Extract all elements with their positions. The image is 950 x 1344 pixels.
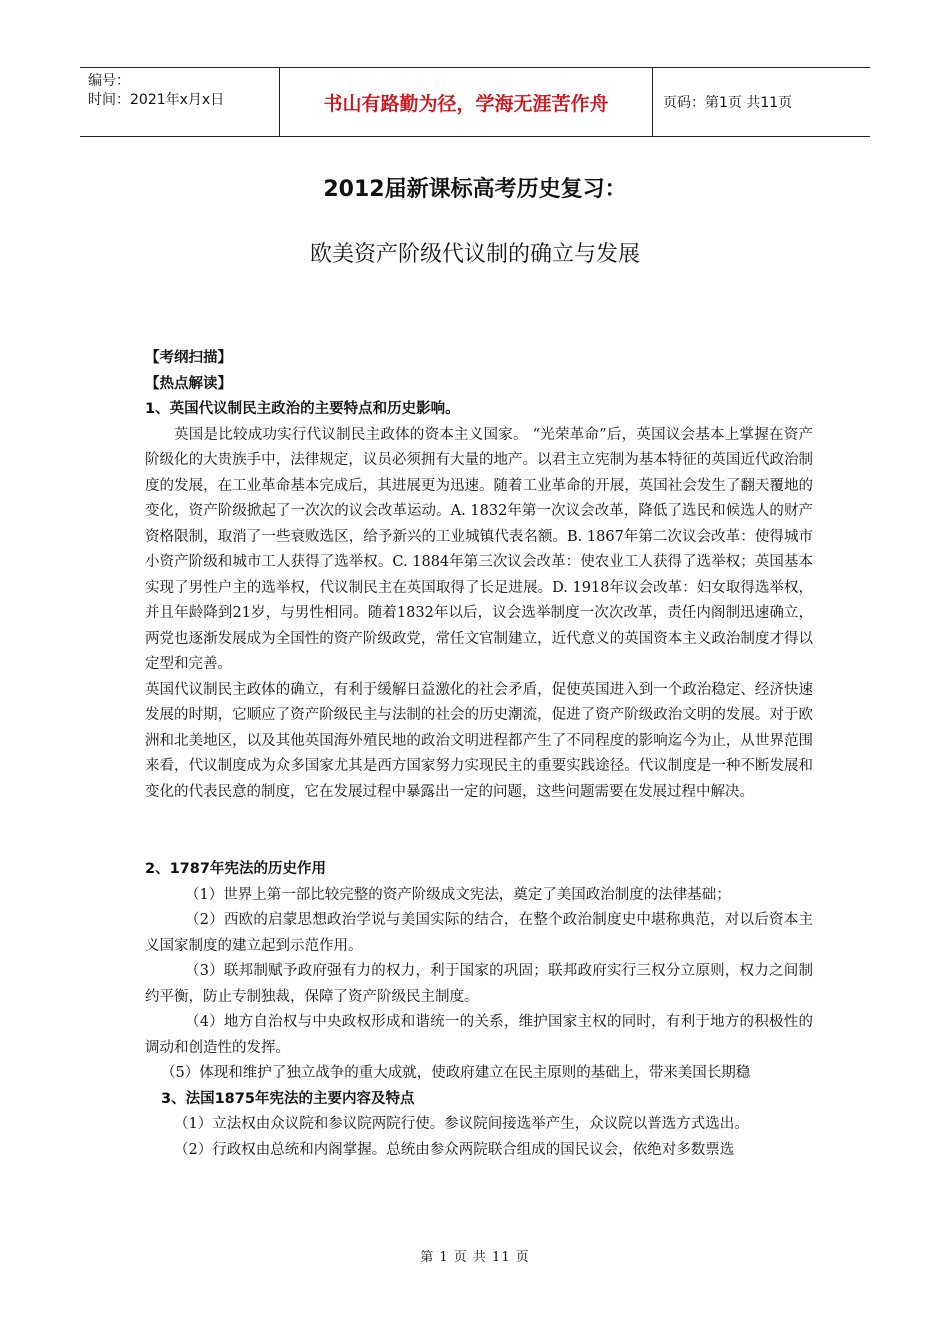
document-title: 2012届新课标高考历史复习： (323, 177, 627, 202)
section-3-item: （1）立法权由众议院和参议院两院行使。参议院间接选举产生，众议院以普选方式选出。 (174, 1116, 749, 1132)
document-subtitle: 欧美资产阶级代议制的确立与发展 (309, 242, 640, 267)
header-page-info: 页码：第1页 共11页 (663, 95, 793, 111)
document-body (145, 346, 813, 1163)
header-motto: 书山有路勤为径，学海无涯苦作舟 (280, 68, 653, 136)
header-table (80, 67, 870, 137)
section-1-paragraph-2: 英国代议制民主政体的确立，有利于缓解日益激化的社会矛盾，促使英国进入到一个政治稳定、经济快速发展的时期，它顺应了资产阶级民主与法制的社会的历史潮流，促进了资产阶级政治文明的发展。对于欧洲和北美地区，以及其他英国海外殖民地的政治文明进程都产生了不同程度的影响迄今为止，从世界范围来看，代议制度成为众多国家尤其是西方国家努力实现民主的重要实践途径。代议制度是一种不断发展和变化的代表民意的制度，它在发展过程中暴露出一定的问题，这些问题需要在发展过程中解决。 (145, 681, 813, 800)
spacer (145, 805, 813, 857)
section-2-item: （5）体现和维护了独立战争的重大成就，使政府建立在民主原则的基础上，带来美国长期稳 (161, 1065, 751, 1081)
header-meta (80, 68, 280, 136)
section-2-item: （2）西欧的启蒙思想政治学说与美国实际的结合，在整个政治制度史中堪称典范，对以后资本主义国家制度的建立起到示范作用。 (145, 912, 813, 954)
outline-heading: 【考纲扫描】 (145, 350, 232, 366)
section-2-item: （4）地方自治权与中央政权形成和谐统一的关系，维护国家主权的同时，有利于地方的积极性的调动和创造性的发挥。 (145, 1014, 813, 1056)
section-1-paragraph-1: 英国是比较成功实行代议制民主政体的资本主义国家。 “光荣革命”后，英国议会基本上掌握在资产阶级化的大贵族手中，法律规定，议员必须拥有大量的地产。以君主立宪制为基本特征的英国近代政治制度的发展，在工业革命基本完成后，其进展更为迅速。随着工业革命的开展，英国社会发生了翻天覆地的变化，资产阶级掀起了一次次的议会改革运动。A. 1832年第一次议会改革，降低了选民和候选人的财产资格限制，取消了一些衰败选区，给予新兴的工业城镇代表名额。B. 1867年第二次议会改革：使得城市小资产阶级和城市工人获得了选举权。C. 1884年第三次议会改革：使农业工人获得了选举权；英国基本实现了男性户主的选举权，代议制民主在英国取得了长足进展。D. 1918年议会改革：妇女取得选举权，并且年龄降到21岁，与男性相同。随着1832年以后，议会选举制度一次次改革，责任内阁制迅速确立，两党也逐渐发展成为全国性的资产阶级政党，常任文官制建立，近代意义的英国资本主义政治制度才得以定型和完善。 (145, 426, 813, 672)
section-2-item: （3）联邦制赋予政府强有力的权力，利于国家的巩固；联邦政府实行三权分立原则，权力之间制约平衡，防止专制独裁，保障了资产阶级民主制度。 (145, 963, 813, 1005)
section-3-heading: 3、法国1875年宪法的主要内容及特点 (161, 1090, 415, 1107)
section-2-heading: 2、1787年宪法的历史作用 (145, 861, 326, 877)
section-1-heading: 1、英国代议制民主政治的主要特点和历史影响。 (145, 401, 460, 417)
doc-number-label: 编号： (88, 73, 130, 89)
hot-topics-heading: 【热点解读】 (145, 375, 232, 392)
section-2-item: （1）世界上第一部比较完整的资产阶级成文宪法，奠定了美国政治制度的法律基础； (185, 886, 731, 903)
doc-date: 时间：2021年x月x日 (88, 92, 225, 108)
page-footer: 第 1 页 共 11 页 (420, 1250, 530, 1265)
section-3-item: （2）行政权由总统和内阁掌握。总统由参众两院联合组成的国民议会，依绝对多数票选 (174, 1141, 735, 1158)
